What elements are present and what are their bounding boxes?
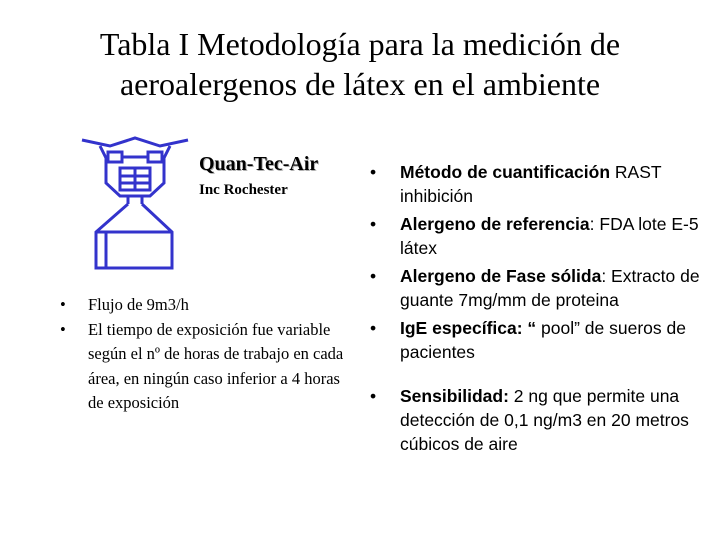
air-sampler-device-icon <box>80 128 190 273</box>
item-text: pool” de sueros de pacientes <box>400 318 686 362</box>
right-bullet-list <box>368 160 713 460</box>
device-manufacturer: Inc Rochester <box>199 182 288 198</box>
item-text: RAST inhibición <box>400 162 662 206</box>
slide-title-line-1: Tabla I Metodología para la medición de <box>99 26 621 62</box>
item-text: : FDA lote E-5 látex <box>400 214 699 258</box>
item-text: 2 ng que permite una detección de 0,1 ng/m3 en 20 metros cúbicos de aire <box>400 386 689 454</box>
item-label: Alergeno de referencia <box>400 214 590 234</box>
list-item <box>368 212 713 260</box>
list-item: • Flujo de 9m3/h <box>58 293 358 318</box>
item-label: Método de cuantificación <box>400 162 611 182</box>
item-text: : Extracto de guante 7mg/mm de proteina <box>400 266 700 310</box>
item-label: IgE específica: “ <box>400 318 537 338</box>
list-item <box>368 384 713 456</box>
item-label: Alergeno de Fase sólida <box>400 266 602 286</box>
list-item <box>368 160 713 208</box>
list-item <box>368 264 713 312</box>
list-item <box>368 316 713 364</box>
list-item: • El tiempo de exposición fue variable según el nº de horas de trabajo en cada área, en ningún caso inferior a 4 horas de exposición <box>58 318 358 416</box>
left-bullet-list <box>58 293 358 416</box>
item-label: Sensibilidad: <box>400 386 509 406</box>
slide-title <box>0 24 720 104</box>
device-name: Quan-Tec-Air <box>199 153 319 175</box>
slide-title-line-2: aeroalergenos de látex en el ambiente <box>119 66 601 102</box>
